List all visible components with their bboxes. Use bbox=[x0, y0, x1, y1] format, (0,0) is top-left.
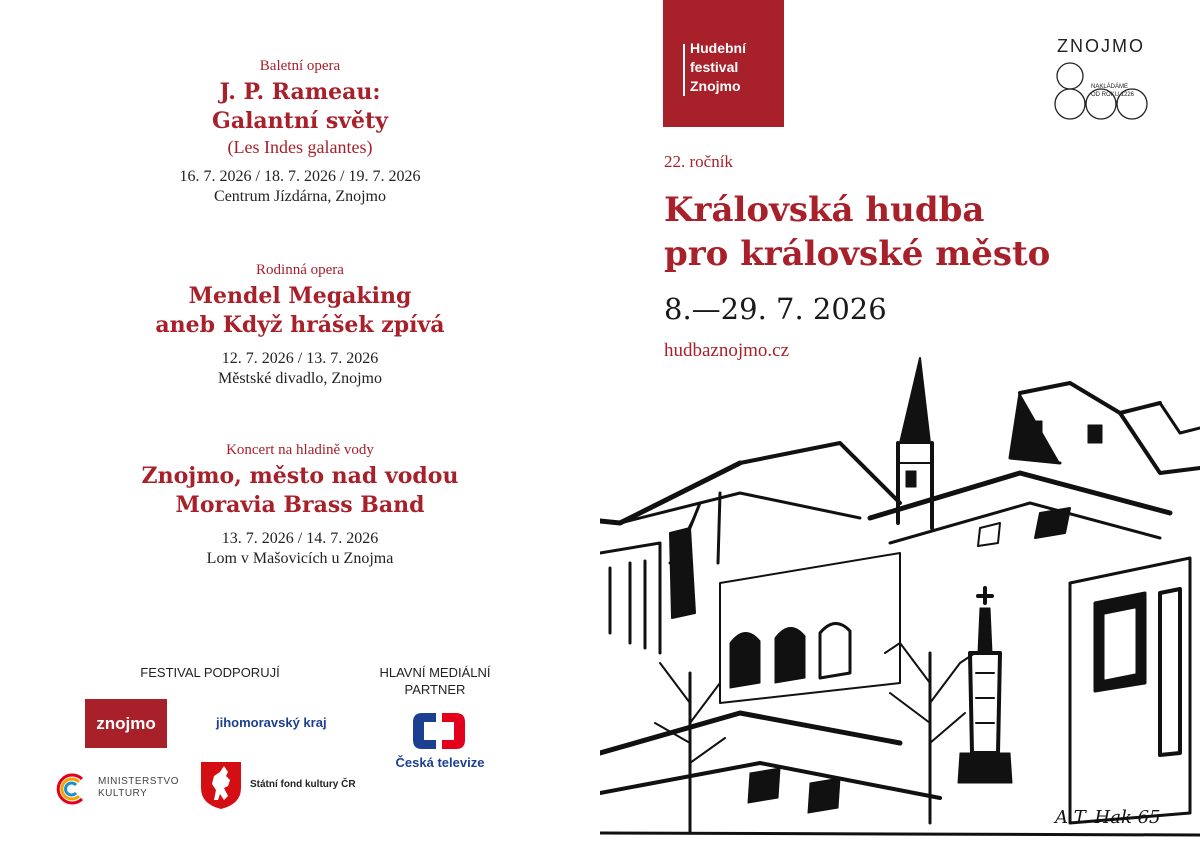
event-title: aneb Když hrášek zpívá bbox=[155, 312, 445, 338]
event-kind: Koncert na hladině vody bbox=[226, 442, 374, 458]
festival-headline bbox=[664, 188, 1050, 276]
znojmo-logo bbox=[85, 699, 167, 748]
event-dates: 16. 7. 2026 / 18. 7. 2026 / 19. 7. 2026 bbox=[179, 168, 421, 185]
event-title: Znojmo, město nad vodou bbox=[141, 463, 459, 489]
badge-line-text: festival bbox=[690, 59, 739, 75]
city-motto bbox=[1091, 83, 1134, 99]
czech-lion-crest-icon bbox=[198, 760, 244, 810]
ct-emblem-icon bbox=[409, 709, 469, 753]
ministry-logo bbox=[54, 769, 194, 809]
badge-line-text: Hudební bbox=[690, 40, 746, 56]
event-kind: Baletní opera bbox=[259, 58, 341, 74]
media-heading-line: PARTNER bbox=[404, 682, 466, 697]
event-dates: 13. 7. 2026 / 14. 7. 2026 bbox=[221, 530, 379, 547]
event-title: Galantní světy bbox=[212, 108, 388, 134]
event-title: Mendel Megaking bbox=[188, 283, 412, 309]
event-venue: Městské divadlo, Znojmo bbox=[218, 370, 382, 387]
badge-rule bbox=[683, 44, 685, 96]
artist-signature: A.T. Hak 65 bbox=[1055, 807, 1161, 828]
city-name: ZNOJMO bbox=[1057, 36, 1145, 56]
edition-label: 22. ročník bbox=[664, 152, 733, 171]
sfk-text: Státní fond kultury ČR bbox=[250, 779, 356, 790]
event-rameau bbox=[0, 57, 600, 207]
jmk-logo: jihomoravský kraj bbox=[216, 715, 327, 730]
event-venue: Centrum Jízdárna, Znojmo bbox=[214, 188, 386, 205]
badge-text bbox=[690, 39, 746, 96]
festival-badge bbox=[663, 0, 784, 127]
znojmo-logo-text: znojmo bbox=[96, 713, 156, 733]
cover-panel bbox=[600, 0, 1200, 843]
event-venue: Lom v Mašovicích u Znojma bbox=[206, 550, 394, 567]
sponsors-heading: FESTIVAL PODPORUJÍ bbox=[140, 665, 280, 680]
headline-line: Královská hudba bbox=[664, 190, 985, 230]
event-title: J. P. Rameau: bbox=[219, 79, 381, 105]
sfk-logo bbox=[198, 760, 368, 810]
media-heading bbox=[345, 664, 525, 698]
headline-line: pro královské město bbox=[664, 234, 1051, 274]
event-kind: Rodinná opera bbox=[256, 262, 344, 278]
event-title: Moravia Brass Band bbox=[175, 492, 425, 518]
event-subtitle: (Les Indes galantes) bbox=[227, 137, 373, 157]
ministry-text bbox=[98, 776, 179, 800]
event-dates: 12. 7. 2026 / 13. 7. 2026 bbox=[221, 350, 379, 367]
city-motto-line: NAKLÁDÁME bbox=[1091, 84, 1129, 90]
event-brass bbox=[0, 441, 600, 569]
city-motto-line: OD ROKU 1226 bbox=[1091, 92, 1135, 98]
town-sketch-illustration bbox=[600, 353, 1200, 843]
ct-logo bbox=[380, 705, 500, 775]
media-heading-line: HLAVNÍ MEDIÁLNÍ bbox=[379, 665, 491, 680]
badge-line-text: Znojmo bbox=[690, 78, 741, 94]
ministry-text-line: KULTURY bbox=[98, 788, 148, 799]
festival-url-link[interactable]: hudbaznojmo.cz bbox=[664, 340, 790, 361]
znojmo-city-logo bbox=[1053, 36, 1149, 126]
festival-dates: 8.—29. 7. 2026 bbox=[664, 292, 887, 326]
ministry-emblem-icon bbox=[54, 771, 90, 807]
ct-text: Česká televize bbox=[395, 755, 485, 770]
ministry-text-line: MINISTERSTVO bbox=[98, 776, 180, 787]
event-mendel bbox=[0, 261, 600, 389]
